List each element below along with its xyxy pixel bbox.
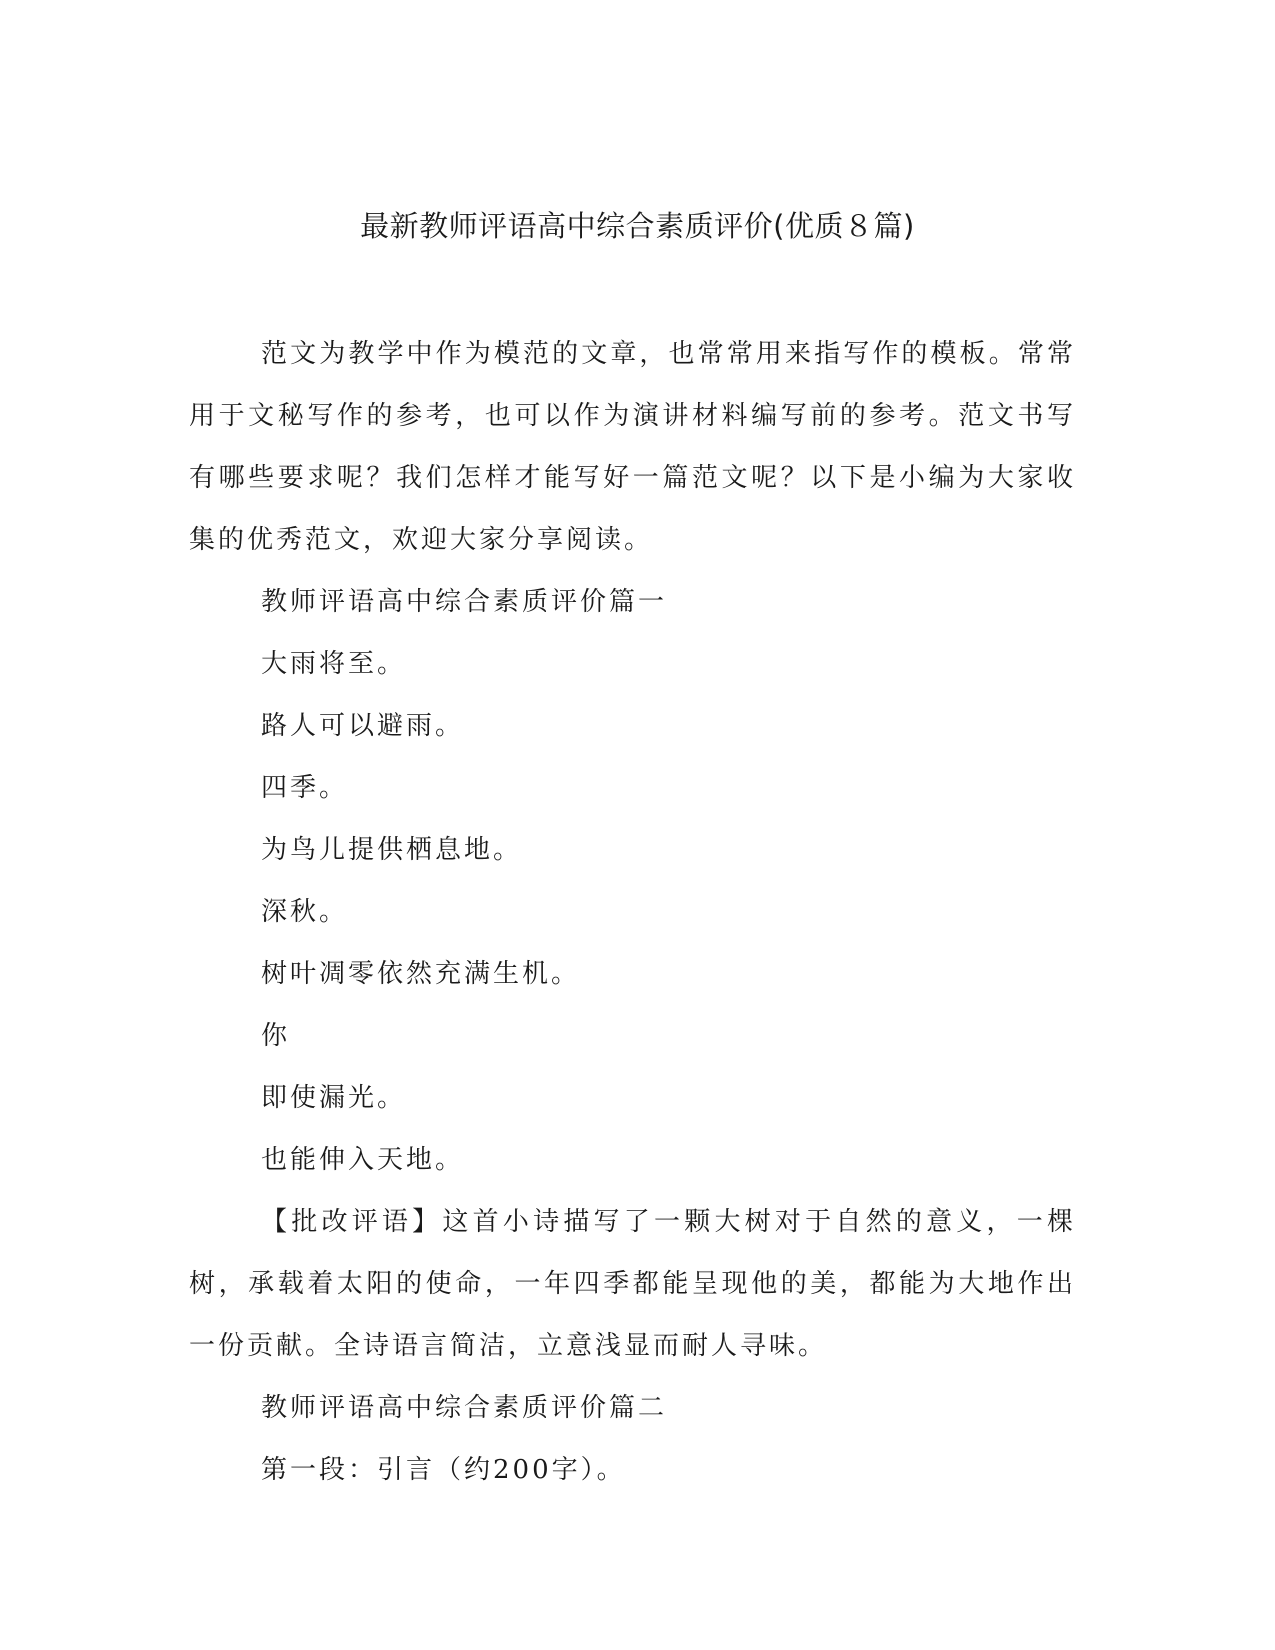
poem-line: 为鸟儿提供栖息地。: [261, 835, 523, 865]
poem-line: 也能伸入天地。: [261, 1145, 465, 1175]
poem-line: 深秋。: [261, 897, 349, 927]
poem-line: 大雨将至。: [261, 649, 407, 679]
section-subheading: 第一段：引言（约200字）。: [261, 1455, 626, 1485]
poem-line: 你: [261, 1021, 291, 1051]
poem-line: 即使漏光。: [261, 1083, 407, 1113]
section-heading-1: 教师评语高中综合素质评价篇一: [261, 587, 668, 617]
poem-line: 树叶凋零依然充满生机。: [261, 959, 581, 989]
intro-paragraph: 范文为教学中作为模范的文章，也常常用来指写作的模板。常常用于文秘写作的参考，也可以作为演讲材料编写前的参考。范文书写有哪些要求呢？我们怎样才能写好一篇范文呢？以下是小编为大家收集的优秀范文，欢迎大家分享阅读。: [189, 339, 1076, 555]
poem-line: 路人可以避雨。: [261, 711, 465, 741]
document-body: [189, 323, 1076, 1501]
poem-line: 四季。: [261, 773, 349, 803]
section-heading-2: 教师评语高中综合素质评价篇二: [261, 1393, 668, 1423]
review-comment-paragraph: 【批改评语】这首小诗描写了一颗大树对于自然的意义，一棵树，承载着太阳的使命，一年四季都能呈现他的美，都能为大地作出一份贡献。全诗语言简洁，立意浅显而耐人寻味。: [189, 1207, 1076, 1361]
document-title: 最新教师评语高中综合素质评价(优质８篇): [360, 209, 915, 243]
